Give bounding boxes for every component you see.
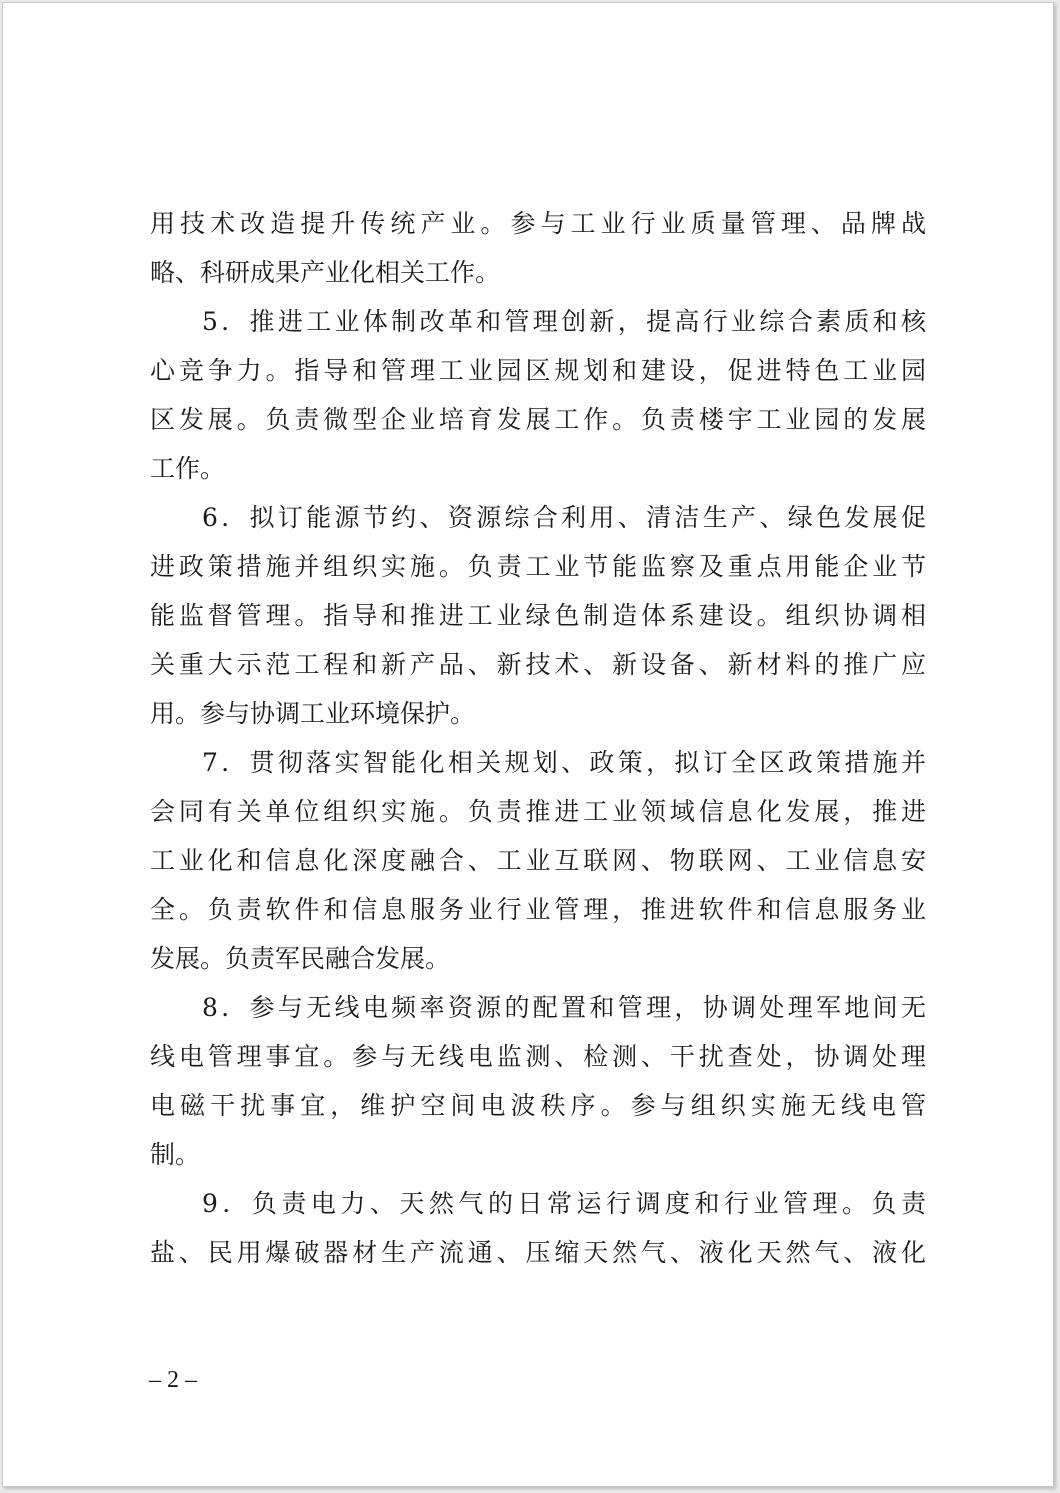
- text-line: 能监督管理。指导和推进工业绿色制造体系建设。组织协调相: [150, 601, 926, 630]
- text-line: 9．负责电力、天然气的日常运行调度和行业管理。负责: [202, 1189, 926, 1218]
- page-number: – 2 –: [149, 1367, 197, 1393]
- text-line: 工业化和信息化深度融合、工业互联网、物联网、工业信息安: [150, 846, 926, 875]
- text-line: 进政策措施并组织实施。负责工业节能监察及重点用能企业节: [150, 552, 926, 581]
- text-line: 心竞争力。指导和管理工业园区规划和建设，促进特色工业园: [150, 356, 926, 385]
- paragraph-item-8: [150, 983, 926, 1179]
- text-line: 发展。负责军民融合发展。: [150, 944, 451, 973]
- document-page: [2, 2, 1054, 1487]
- text-line: 关重大示范工程和新产品、新技术、新设备、新材料的推广应: [150, 650, 926, 679]
- text-line: 制。: [150, 1140, 201, 1169]
- paragraph-continued: [150, 199, 926, 297]
- paragraph-item-7: [150, 738, 926, 983]
- text-line: 电磁干扰事宜，维护空间电波秩序。参与组织实施无线电管: [150, 1091, 926, 1120]
- text-line: 6．拟订能源节约、资源综合利用、清洁生产、绿色发展促: [202, 503, 926, 532]
- paragraph-item-6: [150, 493, 926, 738]
- text-line: 用。参与协调工业环境保护。: [150, 699, 476, 728]
- paragraph-item-5: [150, 297, 926, 493]
- text-line: 盐、民用爆破器材生产流通、压缩天然气、液化天然气、液化: [150, 1238, 926, 1267]
- text-line: 7．贯彻落实智能化相关规划、政策，拟订全区政策措施并: [202, 748, 926, 777]
- text-line: 工作。: [150, 454, 226, 483]
- text-line: 会同有关单位组织实施。负责推进工业领域信息化发展，推进: [150, 797, 926, 826]
- paragraph-item-9: [150, 1179, 926, 1277]
- text-line: 全。负责软件和信息服务业行业管理，推进软件和信息服务业: [150, 895, 926, 924]
- text-line: 线电管理事宜。参与无线电监测、检测、干扰查处，协调处理: [150, 1042, 926, 1071]
- text-line: 用技术改造提升传统产业。参与工业行业质量管理、品牌战: [150, 209, 926, 238]
- text-line: 区发展。负责微型企业培育发展工作。负责楼宇工业园的发展: [150, 405, 926, 434]
- body-text: [150, 199, 926, 1277]
- text-line: 8．参与无线电频率资源的配置和管理，协调处理军地间无: [202, 993, 926, 1022]
- text-line: 5．推进工业体制改革和管理创新，提高行业综合素质和核: [202, 307, 926, 336]
- text-line: 略、科研成果产业化相关工作。: [150, 258, 501, 287]
